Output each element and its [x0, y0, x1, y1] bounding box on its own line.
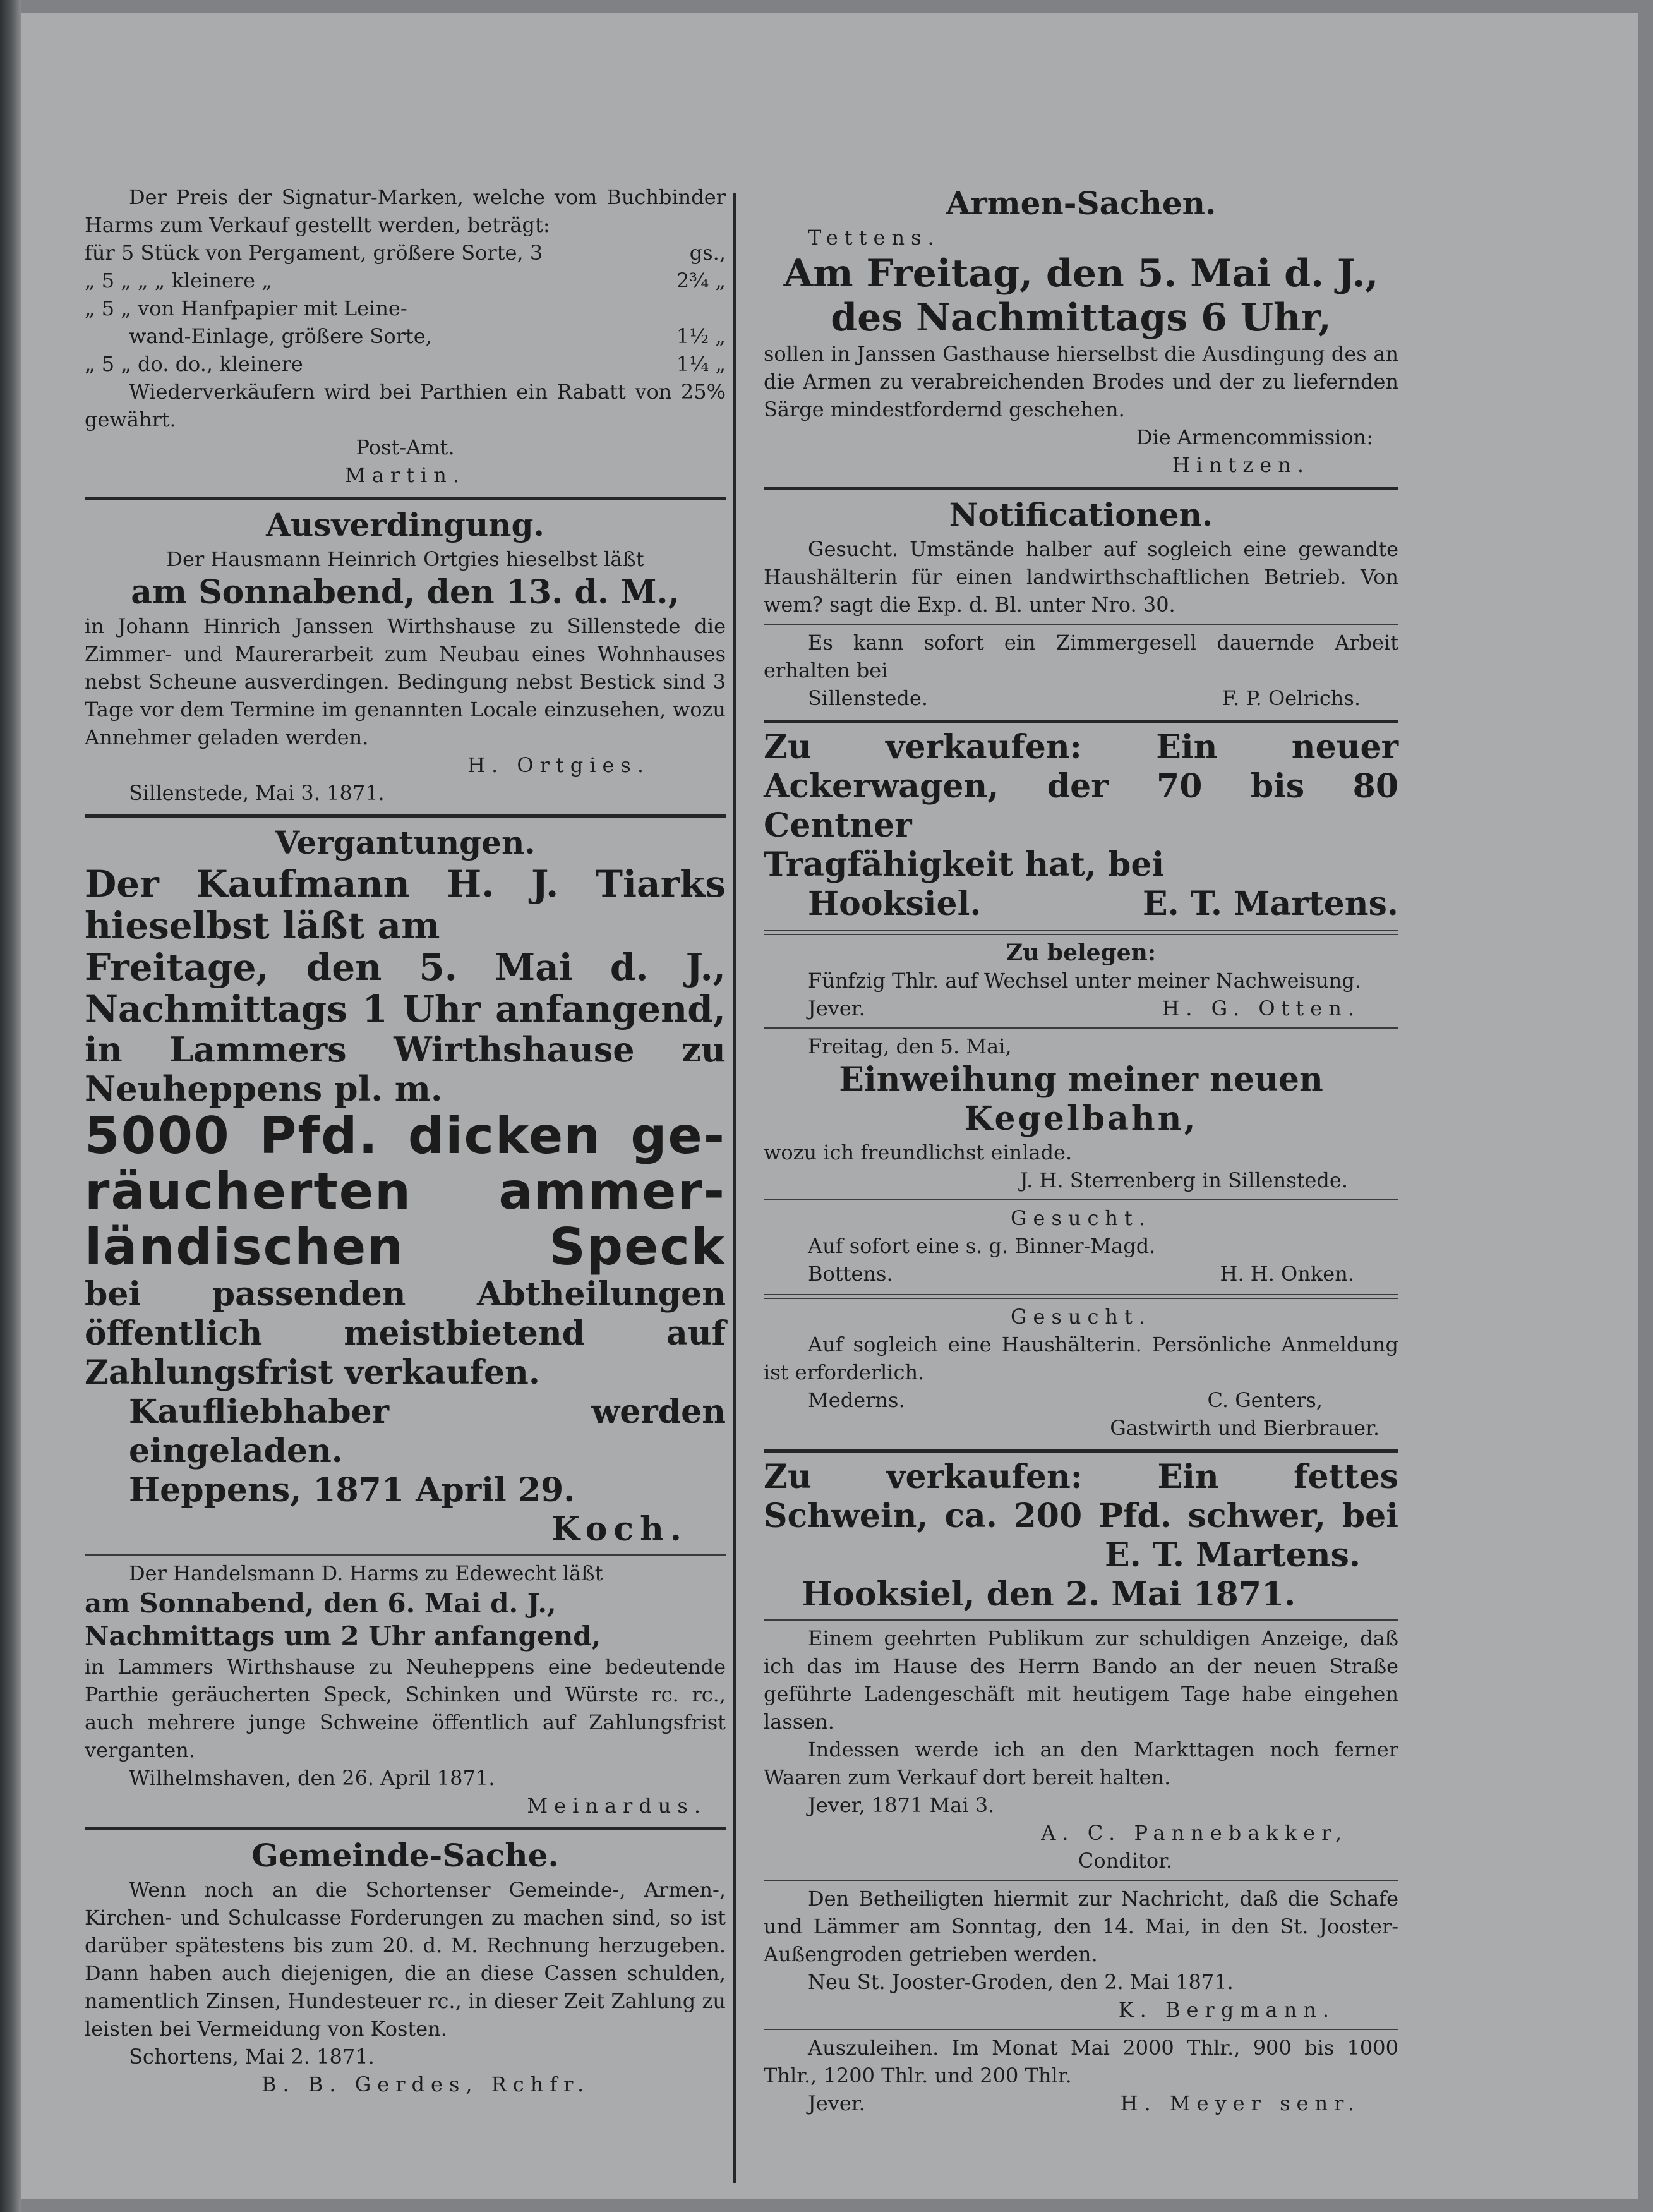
zimmergesell-body: Es kann sofort ein Zimmergesell dauernde Arbeit erhalten bei — [764, 631, 1398, 682]
schafe-place-date: Neu St. Jooster-Groden, den 2. Mai 1871. — [808, 1970, 1234, 1994]
marken-row-1: für 5 Stück von Pergament, größere Sorte, 3 — [85, 241, 543, 265]
kegelbahn-line-1: Einweihung meiner neuen — [839, 1060, 1323, 1099]
belegen-body: Fünfzig Thlr. auf Wechsel unter meiner Nachweisung. — [808, 969, 1362, 993]
haushaelterin-place: Mederns. — [808, 1388, 905, 1412]
ackerwagen-signer: E. T. Martens. — [1143, 885, 1398, 923]
magd-place: Bottens. — [808, 1262, 893, 1286]
belegen-signer: H. G. Otten. — [1162, 996, 1361, 1020]
armen-date: Am Freitag, den 5. Mai d. J., — [783, 251, 1379, 296]
zimmergesell-signer: F. P. Oelrichs. — [1222, 686, 1361, 710]
notice-ausverdingung — [85, 505, 726, 807]
section-rule — [764, 1027, 1398, 1029]
section-rule — [764, 930, 1398, 935]
notice-gemeinde-sache — [85, 1835, 726, 2098]
marken-row-2: „ 5 „ „ „ kleinere „ — [85, 269, 272, 293]
belegen-place: Jever. — [808, 996, 865, 1020]
notice-notificationen — [764, 495, 1398, 712]
section-rule — [764, 1880, 1398, 1881]
vergantungen-signer: Koch. — [551, 1510, 688, 1549]
ausverdingung-line: Der Hausmann Heinrich Ortgies hieselbst läßt — [166, 547, 644, 571]
kegelbahn-signer: J. H. Sterrenberg in Sillenstede. — [1019, 1168, 1348, 1192]
armen-signer: Hintzen. — [1172, 453, 1310, 477]
notice-armen-sachen — [764, 183, 1398, 479]
speck-line-2: räucherten ammer- — [85, 1162, 726, 1221]
marken-row-4: wand-Einlage, größere Sorte, — [129, 324, 432, 348]
notice-zu-belegen — [764, 939, 1398, 1022]
belegen-title: Zu belegen: — [1006, 940, 1157, 966]
section-rule — [764, 720, 1398, 723]
vergantungen-place-date: Heppens, 1871 April 29. — [129, 1471, 575, 1509]
armen-office: Die Armencommission: — [1136, 425, 1373, 449]
ausverdingung-place-date: Sillenstede, Mai 3. 1871. — [129, 781, 385, 805]
section-rule — [85, 1827, 726, 1830]
armen-title: Armen-Sachen. — [946, 184, 1217, 222]
notice-ladengeschaeft — [764, 1624, 1398, 1875]
haushaelterin-body: Auf sogleich eine Haushälterin. Persönliche Anmeldung ist erforderlich. — [764, 1333, 1398, 1384]
armen-body: sollen in Janssen Gasthause hierselbst die Ausdingung des an die Armen zu verabreichenden Brodes und der zu liefernden Särge mindestfordernd geschehen. — [764, 342, 1398, 421]
ackerwagen-line-1: Zu verkaufen: Ein neuer — [764, 728, 1398, 766]
notice-gesucht-magd — [764, 1204, 1398, 1288]
marken-row-5: „ 5 „ do. do., kleinere — [85, 352, 303, 376]
schafe-signer: K. Bergmann. — [1118, 1998, 1335, 2022]
marken-signer: Martin. — [344, 463, 466, 487]
notice-kegelbahn — [764, 1032, 1398, 1194]
marken-office: Post-Amt. — [356, 435, 455, 459]
gemeinde-body: Wenn noch an die Schortenser Gemeinde-, Armen-, Kirchen- und Schulcasse Forderungen zu machen sind, so ist darüber spätestens bis zum 20. d. M. Rechnung herzugeben. Dann haben auch diejenigen, die an diese Cassen schulden, namentlich Zinsen, Hundesteuer rc., in dieser Zeit Zahlung zu leisten bei Vermeidung von Kosten. — [85, 1878, 726, 2041]
magd-body: Auf sofort eine s. g. Binner-Magd. — [808, 1234, 1156, 1258]
laden-markttage: Indessen werde ich an den Markttagen noch ferner Waaren zum Verkauf dort bereit halten. — [764, 1738, 1398, 1789]
gemeinde-title: Gemeinde-Sache. — [251, 1837, 559, 1874]
section-rule — [85, 1554, 726, 1556]
harms-time: Nachmittags um 2 Uhr anfangend, — [85, 1621, 601, 1652]
schwein-signer: E. T. Martens. — [1105, 1536, 1361, 1574]
ausverdingung-body: in Johann Hinrich Janssen Wirthshause zu Sillenstede die Zimmer- und Maurerarbeit zum Neubau eines Wohnhauses nebst Scheune ausverdingen. Bedingung nebst Bestick sind 3 Tage vor dem Termine im genannten Locale einzusehen, wozu Annehmer geladen werden. — [85, 614, 726, 749]
laden-body: Einem geehrten Publikum zur schuldigen Anzeige, daß ich das im Hause des Herrn Bando an der neuen Straße geführte Ladengeschäft mit heutigem Tage habe eingehen lassen. — [764, 1626, 1398, 1734]
section-rule — [85, 497, 726, 500]
marken-row-5-price: 1¼ „ — [676, 352, 726, 376]
gemeinde-place-date: Schortens, Mai 2. 1871. — [129, 2045, 375, 2069]
speck-line-1: 5000 Pfd. dicken ge- — [85, 1106, 726, 1165]
ackerwagen-place: Hooksiel. — [808, 885, 982, 923]
vergantungen-line-1: Der Kaufmann H. J. Tiarks — [85, 862, 726, 905]
speck-line-3: ländischen Speck — [85, 1218, 726, 1276]
harms-place-date: Wilhelmshaven, den 26. April 1871. — [129, 1766, 495, 1790]
notice-schwein — [764, 1458, 1398, 1614]
notificationen-title: Notificationen. — [949, 496, 1213, 533]
armen-time: des Nachmittags 6 Uhr, — [831, 296, 1331, 340]
gemeinde-signer: B. B. Gerdes, Rchfr. — [261, 2072, 591, 2096]
vergantungen-location: in Lammers Wirthshause zu Neuheppens pl. m. — [85, 1029, 726, 1109]
ausverdingung-title: Ausverdingung. — [266, 506, 544, 543]
laden-signer: A. C. Pannebakker, — [1041, 1821, 1348, 1845]
harms-body: in Lammers Wirthshause zu Neuheppens eine bedeutende Parthie geräucherten Speck, Schinken und Würste rc. rc., auch mehrere junge Schweine öffentlich auf Zahlungsfrist verganten. — [85, 1655, 726, 1762]
section-rule — [85, 814, 726, 818]
ackerwagen-line-3: Tragfähigkeit hat, bei — [764, 845, 1165, 884]
haushaelterin-signer-title: Gastwirth und Bierbrauer. — [1110, 1416, 1380, 1440]
ausverdingung-signer: H. Ortgies. — [467, 753, 650, 777]
auszuleihen-place: Jever. — [808, 2091, 865, 2115]
haushaelterin-signer: C. Genters, — [1207, 1388, 1323, 1412]
marken-row-1-price: gs., — [689, 241, 726, 265]
gesucht-haushaelterin-body: Gesucht. Umstände halber auf sogleich eine gewandte Haushälterin für einen landwirthschaftlichen Betrieb. Von wem? sagt die Exp. d. Bl. unter Nro. 30. — [764, 537, 1398, 617]
magd-signer: H. H. Onken. — [1220, 1262, 1354, 1286]
book-spine — [0, 0, 21, 2212]
section-rule — [764, 624, 1398, 625]
laden-signer-title: Conditor. — [1078, 1849, 1173, 1873]
harms-date: am Sonnabend, den 6. Mai d. J., — [85, 1588, 556, 1619]
notice-schafe — [764, 1885, 1398, 2024]
section-rule — [764, 487, 1398, 490]
marken-intro: Der Preis der Signatur-Marken, welche vom Buchbinder Harms zum Verkauf gestellt werden, beträgt: — [85, 185, 726, 237]
haushaelterin-title: Gesucht. — [1010, 1305, 1152, 1329]
vergantungen-date: Freitage, den 5. Mai d. J., — [85, 946, 726, 989]
right-column — [764, 183, 1398, 2117]
section-rule — [764, 1449, 1398, 1453]
ackerwagen-line-2: Ackerwagen, der 70 bis 80 Centner — [764, 767, 1398, 845]
auszuleihen-body: Auszuleihen. Im Monat Mai 2000 Thlr., 900 bis 1000 Thlr., 1200 Thlr. und 200 Thlr. — [764, 2036, 1398, 2088]
newspaper-page — [21, 13, 1638, 2199]
section-rule — [764, 1294, 1398, 1299]
marken-row-3: „ 5 „ von Hanfpapier mit Leine- — [85, 296, 407, 320]
armen-place: Tettens. — [808, 226, 941, 250]
notice-auszuleihen — [764, 2034, 1398, 2117]
laden-place-date: Jever, 1871 Mai 3. — [808, 1793, 995, 1817]
schwein-line-1: Zu verkaufen: Ein fettes — [764, 1458, 1398, 1496]
kegelbahn-date: Freitag, den 5. Mai, — [808, 1034, 1012, 1058]
schwein-line-2: Schwein, ca. 200 Pfd. schwer, bei — [764, 1497, 1398, 1535]
kegelbahn-line-2: Kegelbahn, — [964, 1099, 1198, 1138]
vergantungen-title: Vergantungen. — [275, 824, 536, 861]
notice-gesucht-haushaelterin — [764, 1303, 1398, 1442]
section-rule — [764, 1619, 1398, 1621]
vergantungen-time: Nachmittags 1 Uhr anfangend, — [85, 988, 726, 1030]
left-column — [85, 183, 726, 2098]
marken-row-2-price: 2¾ „ — [676, 269, 726, 293]
notice-signatur-marken — [85, 183, 726, 489]
harms-signer: Meinardus. — [527, 1794, 707, 1818]
schwein-place-date: Hooksiel, den 2. Mai 1871. — [802, 1575, 1296, 1614]
notice-ackerwagen — [764, 728, 1398, 924]
vergantungen-terms: bei passenden Abtheilungen öffentlich meistbietend auf Zahlungsfrist verkaufen. — [85, 1275, 726, 1392]
magd-title: Gesucht. — [1010, 1206, 1152, 1230]
vergantungen-line-2: hieselbst läßt am — [85, 904, 440, 947]
auszuleihen-signer: H. Meyer senr. — [1120, 2091, 1361, 2115]
section-rule — [764, 1199, 1398, 1200]
harms-line: Der Handelsmann D. Harms zu Edewecht läßt — [129, 1561, 603, 1585]
notice-vergantungen — [85, 823, 726, 1549]
vergantungen-invite: Kaufliebhaber werden eingeladen. — [129, 1393, 726, 1470]
marken-row-4-price: 1½ „ — [676, 324, 726, 348]
marken-rabatt: Wiederverkäufern wird bei Parthien ein Rabatt von 25% gewährt. — [85, 380, 726, 432]
ausverdingung-date: am Sonnabend, den 13. d. M., — [131, 573, 680, 612]
section-rule — [764, 2029, 1398, 2030]
zimmergesell-place: Sillenstede. — [808, 686, 928, 710]
column-divider — [733, 193, 736, 2183]
schafe-body: Den Betheiligten hiermit zur Nachricht, daß die Schafe und Lämmer am Sonntag, den 14. Mai, in den St. Jooster-Außengroden getrieben werden. — [764, 1887, 1398, 1966]
notice-harms — [85, 1559, 726, 1820]
kegelbahn-invite: wozu ich freundlichst einlade. — [764, 1140, 1073, 1164]
